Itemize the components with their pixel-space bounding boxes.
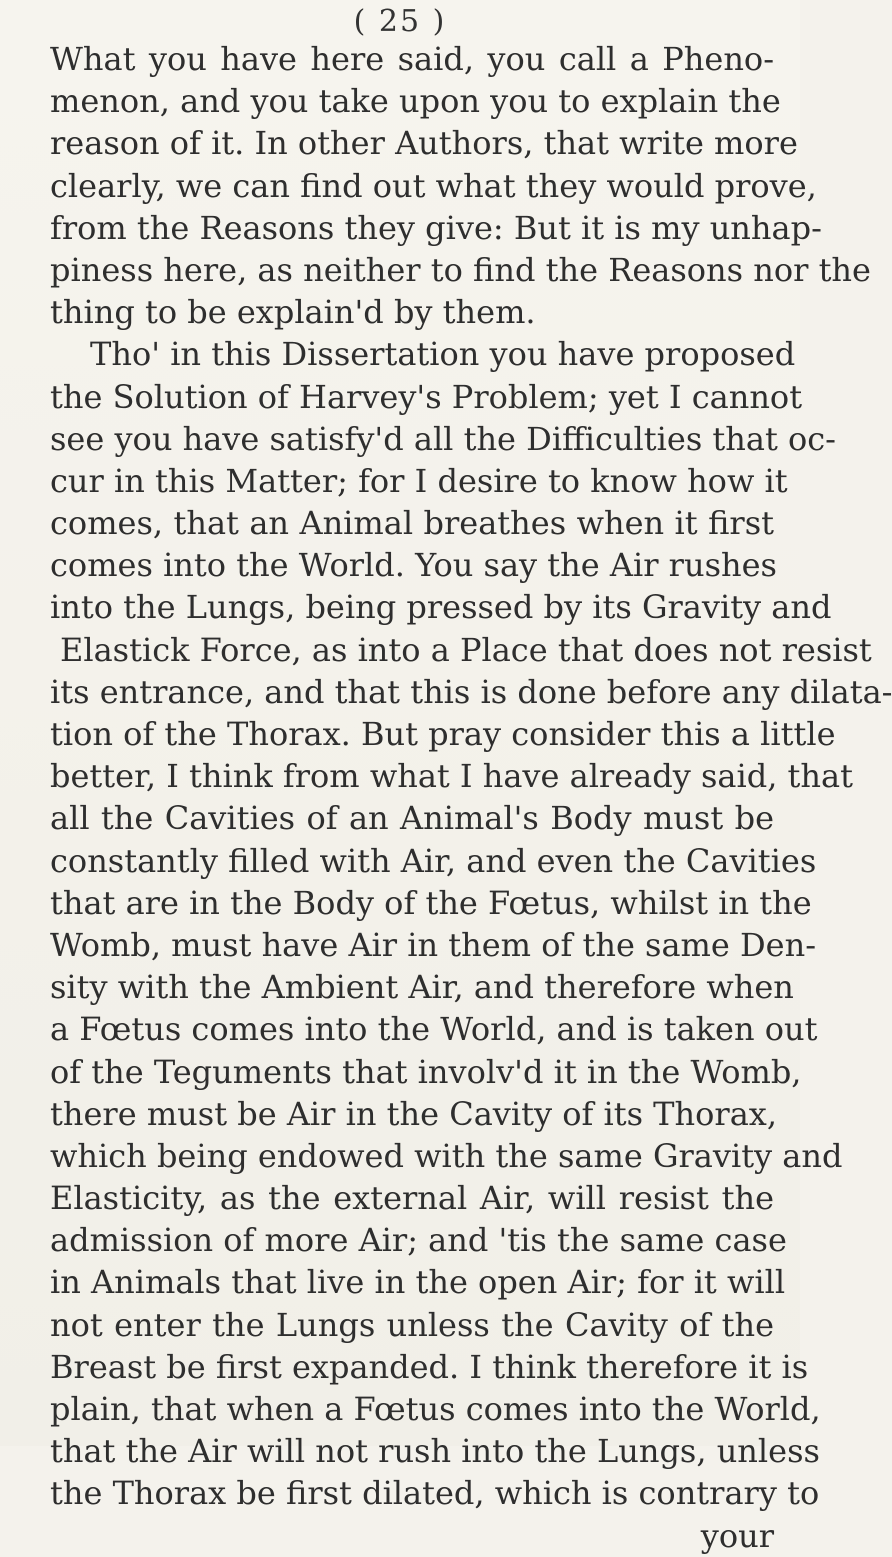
text-line: admission of more Air; and 'tis the same case (50, 1221, 787, 1260)
text-line: the Solution of Harvey's Problem; yet I cannot (50, 377, 803, 416)
text-line: in Animals that live in the open Air; for it will (50, 1263, 786, 1302)
text-line: reason of it. In other Authors, that write more (50, 124, 798, 163)
text-line: all the Cavities of an Animal's Body must be (50, 799, 774, 838)
text-line: Breast be first expanded. I think therefore it is (50, 1347, 809, 1386)
text-line: comes, that an Animal breathes when it first (50, 504, 774, 543)
text-line: there must be Air in the Cavity of its Thorax, (50, 1094, 777, 1133)
text-line: comes into the World. You say the Air rushes (50, 546, 777, 585)
text-line: Elasticity, as the external Air, will resist the (50, 1179, 774, 1218)
text-line: the Thorax be first dilated, which is contrary to (50, 1474, 820, 1513)
text-line: Tho' in this Dissertation you have proposed (90, 335, 796, 374)
body-text (50, 38, 892, 1557)
text-line: constantly filled with Air, and even the Cavities (50, 841, 817, 880)
text-line: that the Air will not rush into the Lungs, unless (50, 1432, 820, 1471)
text-line: menon, and you take upon you to explain the (50, 82, 781, 121)
text-line: piness here, as neither to find the Reasons nor the (50, 250, 871, 289)
text-line: thing to be explain'd by them. (50, 293, 536, 332)
catchword: your (700, 1516, 774, 1555)
text-line: which being endowed with the same Gravity and (50, 1136, 843, 1175)
text-line: into the Lungs, being pressed by its Gravity and (50, 588, 832, 627)
text-line: see you have satisfy'd all the Difficulties that oc- (50, 419, 836, 458)
text-line: plain, that when a Fœtus comes into the World, (50, 1390, 821, 1428)
text-line: Elastick Force, as into a Place that does not resist (60, 630, 872, 669)
text-line: clearly, we can find out what they would prove, (50, 166, 817, 205)
text-line: tion of the Thorax. But pray consider this a little (50, 715, 836, 753)
text-line: that are in the Body of the Fœtus, whilst in the (50, 883, 812, 922)
text-line: sity with the Ambient Air, and therefore when (50, 968, 794, 1007)
text-line: from the Reasons they give: But it is my unhap- (50, 208, 822, 247)
text-line: What you have here said, you call a Pheno- (50, 40, 774, 78)
text-line: cur in this Matter; for I desire to know how it (50, 461, 788, 500)
text-line: better, I think from what I have already said, that (50, 757, 853, 796)
page-number: ( 25 ) (353, 4, 447, 39)
text-line: a Fœtus comes into the World, and is taken out (50, 1010, 818, 1049)
text-line: of the Teguments that involv'd it in the Womb, (50, 1052, 802, 1091)
text-line: not enter the Lungs unless the Cavity of the (50, 1305, 774, 1344)
text-line: Womb, must have Air in them of the same Den- (50, 925, 817, 964)
text-line: its entrance, and that this is done before any dilata- (50, 672, 892, 711)
